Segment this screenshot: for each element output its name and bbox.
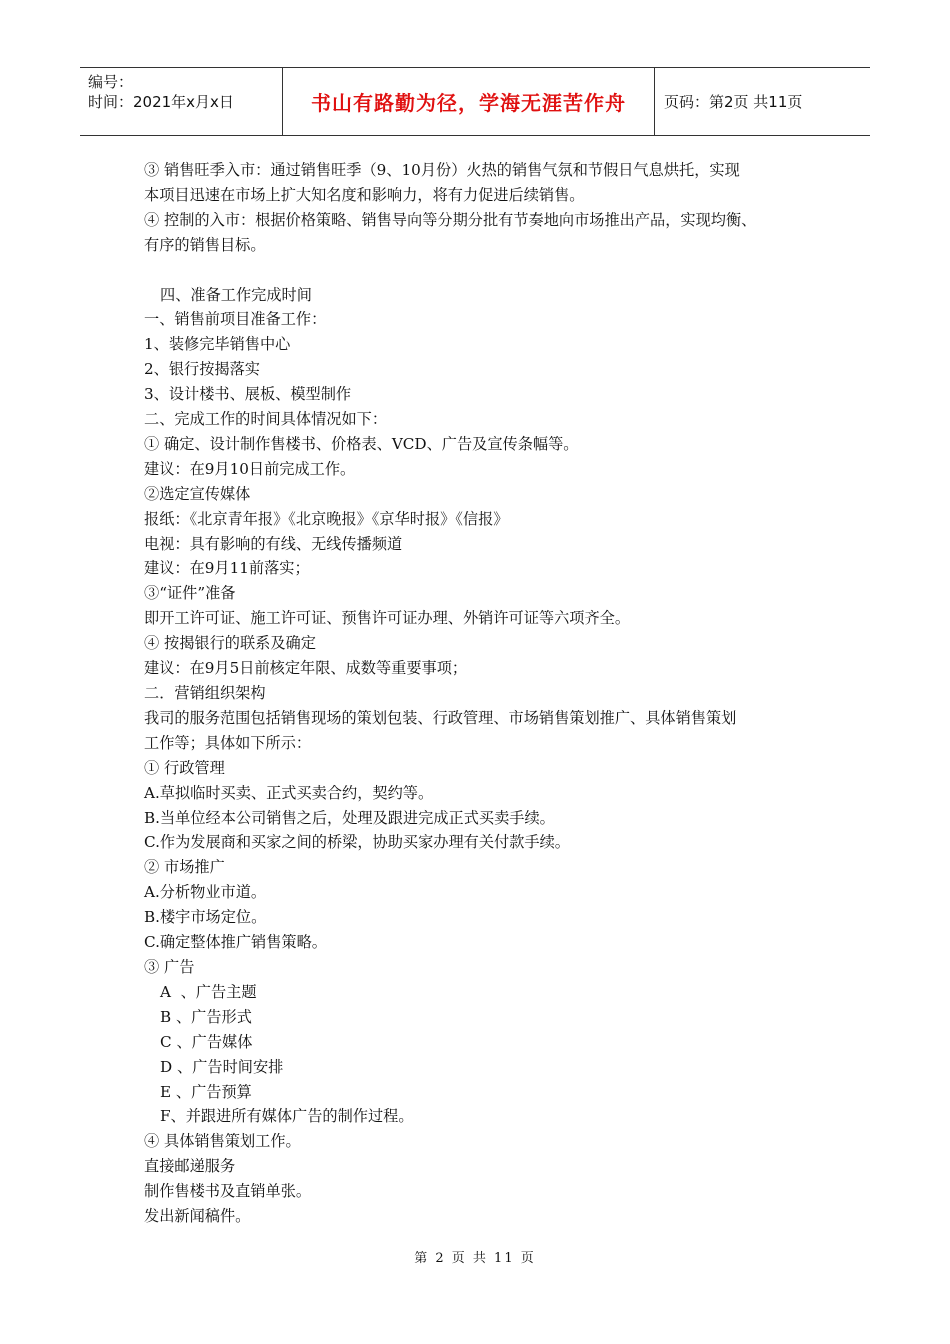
- body-line: 直接邮递服务: [144, 1157, 236, 1176]
- body-line: ③ 广告: [144, 957, 195, 976]
- document-number-label: 编号：: [88, 73, 134, 91]
- body-line: 四、准备工作完成时间: [160, 285, 312, 304]
- document-body: [144, 158, 834, 1229]
- document-date-label: 时间：2021年x月x日: [88, 93, 234, 111]
- body-line: 本项目迅速在市场上扩大知名度和影响力，将有力促进后续销售。: [144, 185, 585, 204]
- body-line: 建议：在9月11前落实；: [144, 559, 310, 578]
- header-meta: [80, 68, 282, 135]
- body-line: E 、广告预算: [160, 1082, 252, 1101]
- body-line: 一、销售前项目准备工作：: [144, 310, 327, 329]
- body-line: B.当单位经本公司销售之后，处理及跟进完成正式买卖手续。: [144, 808, 555, 827]
- body-line: 报纸：《北京青年报》《北京晚报》《京华时报》《信报》: [144, 509, 509, 528]
- body-line: 二、完成工作的时间具体情况如下：: [144, 410, 387, 429]
- body-line: ③ 销售旺季入市：通过销售旺季（9、10月份）火热的销售气氛和节假日气息烘托，实现: [144, 161, 740, 179]
- body-line: 发出新闻稿件。: [144, 1207, 251, 1226]
- body-line: 建议：在9月5日前核定年限、成数等重要事项；: [144, 659, 468, 678]
- body-line: 2、银行按揭落实: [144, 360, 260, 379]
- body-line: 工作等；具体如下所示：: [144, 733, 312, 752]
- header-motto: 书山有路勤为径，学海无涯苦作舟: [311, 91, 626, 115]
- body-line: ②选定宣传媒体: [144, 484, 251, 503]
- body-line: ① 确定、设计制作售楼书、价格表、VCD、广告及宣传条幅等。: [144, 434, 579, 453]
- page-footer: 第 2 页 共 11 页: [414, 1251, 536, 1266]
- header-motto-cell: [282, 68, 655, 135]
- body-line: D 、广告时间安排: [160, 1057, 284, 1076]
- body-line: A.草拟临时买卖、正式买卖合约，契约等。: [144, 783, 434, 802]
- body-line: C 、广告媒体: [160, 1032, 253, 1051]
- body-line: 二．营销组织架构: [144, 684, 266, 703]
- body-line: B 、广告形式: [160, 1007, 252, 1026]
- body-line: 1、装修完毕销售中心: [144, 335, 291, 354]
- body-line: C.确定整体推广销售策略。: [144, 933, 327, 952]
- paragraph-gap: [144, 258, 834, 283]
- body-line: ① 行政管理: [144, 758, 225, 777]
- body-line: 3、设计楼书、展板、模型制作: [144, 385, 352, 404]
- header-page-info: 页码：第2页 共11页: [664, 93, 803, 111]
- body-line: 我司的服务范围包括销售现场的策划包装、行政管理、市场销售策划推广、具体销售策划: [144, 708, 737, 727]
- body-line: F、并跟进所有媒体广告的制作过程。: [160, 1107, 414, 1126]
- body-line: ④ 具体销售策划工作。: [144, 1132, 301, 1151]
- body-line: ② 市场推广: [144, 858, 225, 877]
- body-line: 电视：具有影响的有线、无线传播频道: [144, 534, 403, 553]
- body-line: 建议：在9月10日前完成工作。: [144, 459, 356, 478]
- body-line: 有序的销售目标。: [144, 235, 266, 254]
- body-line: 制作售楼书及直销单张。: [144, 1182, 312, 1201]
- body-line: B.楼宇市场定位。: [144, 908, 267, 927]
- page-header: [80, 67, 870, 136]
- body-line: A.分析物业市道。: [144, 883, 267, 902]
- body-line: ④ 按揭银行的联系及确定: [144, 634, 316, 653]
- body-line: C.作为发展商和买家之间的桥梁，协助买家办理有关付款手续。: [144, 833, 570, 852]
- body-line: ④ 控制的入市：根据价格策略、销售导向等分期分批有节奏地向市场推出产品，实现均衡、: [144, 210, 757, 229]
- body-line: A 、广告主题: [160, 982, 257, 1001]
- body-line: ③“证件”准备: [144, 584, 236, 603]
- body-line: 即开工许可证、施工许可证、预售许可证办理、外销许可证等六项齐全。: [144, 609, 630, 628]
- header-page-info-cell: [655, 68, 870, 135]
